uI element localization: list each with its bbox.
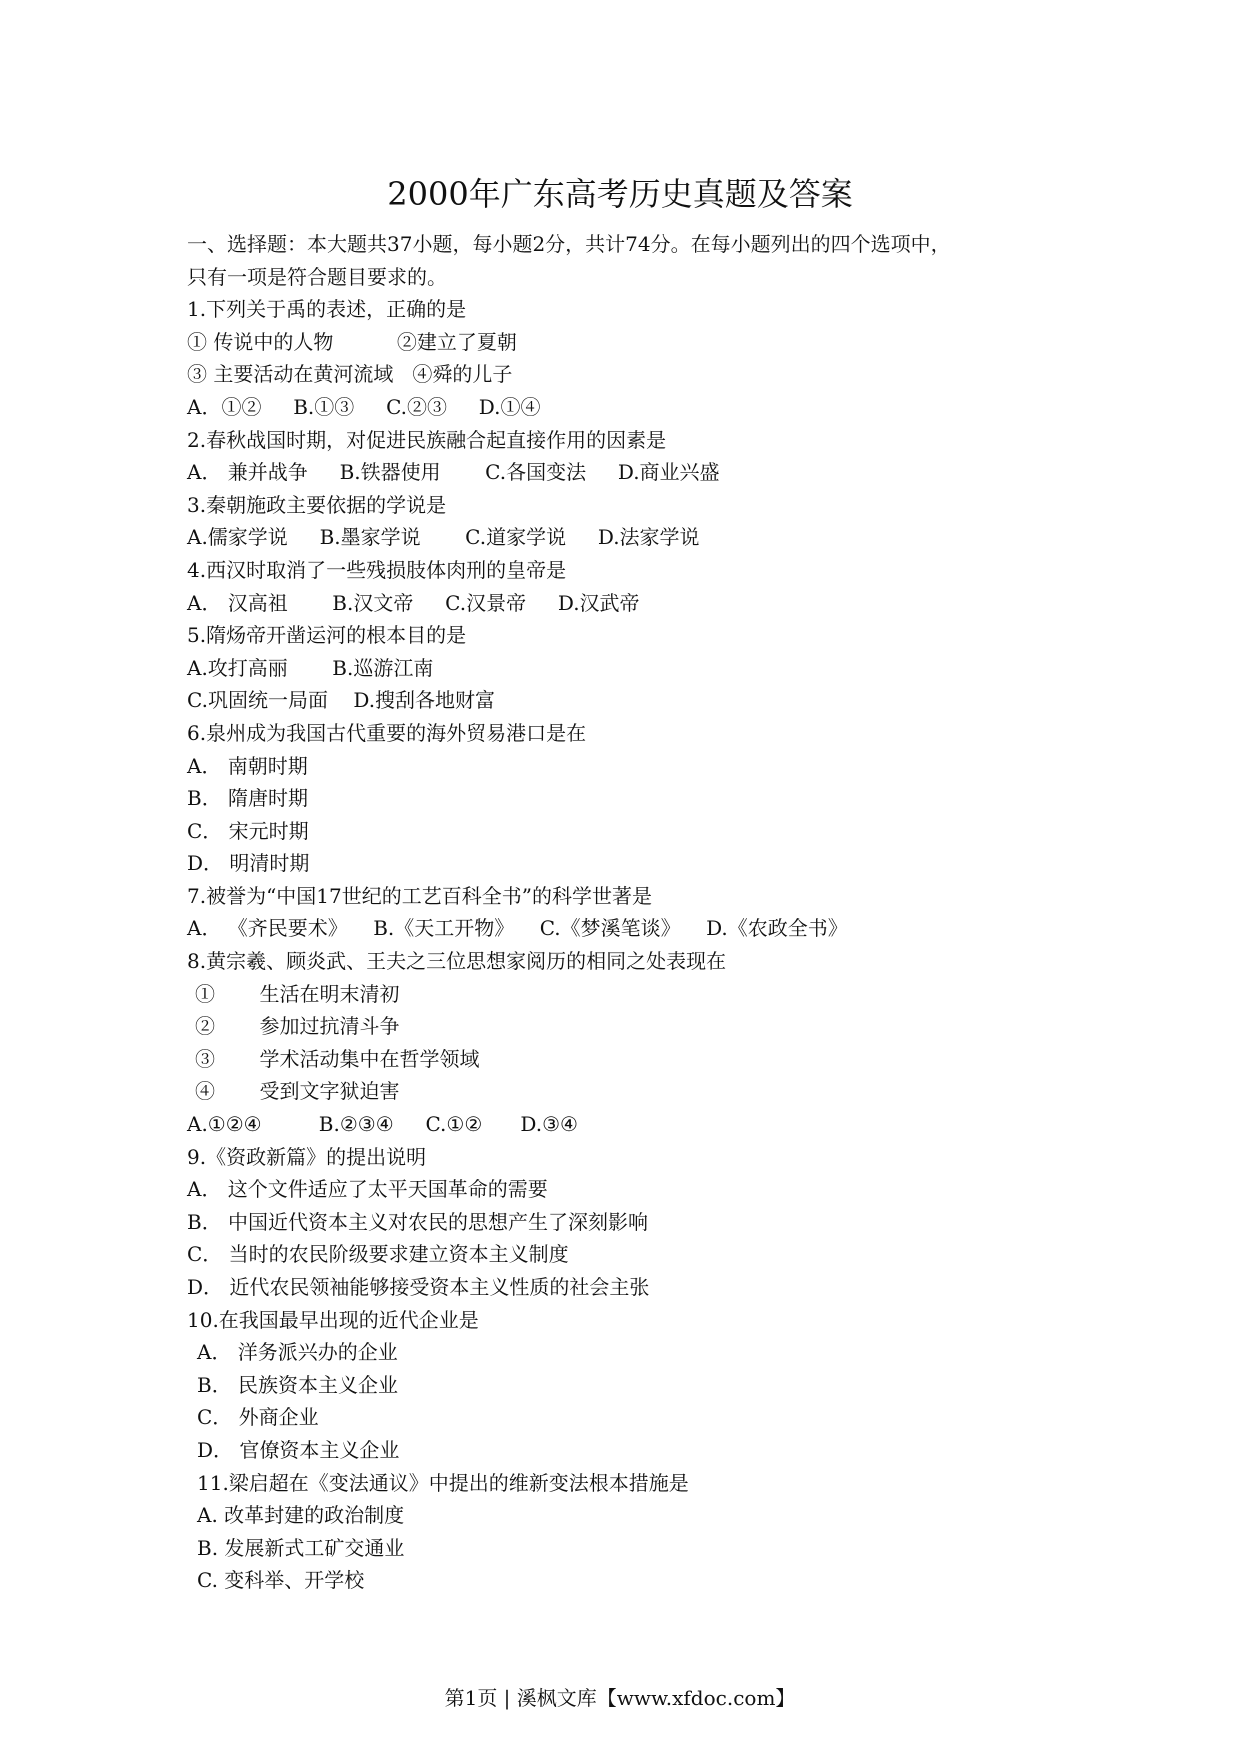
question-9: 9.《资政新篇》的提出说明 [187, 1144, 427, 1169]
question-10-option: A． 洋务派兴办的企业 [197, 1340, 398, 1365]
question-11-option: A. 改革封建的政治制度 [197, 1503, 405, 1528]
question-5: 5.隋炀帝开凿运河的根本目的是 [187, 623, 467, 648]
question-10: 10.在我国最早出现的近代企业是 [187, 1307, 479, 1332]
question-8-item: ③ 学术活动集中在哲学领域 [195, 1046, 480, 1071]
question-8-item: ④ 受到文字狱迫害 [195, 1079, 400, 1104]
question-1-item: ① 传说中的人物 ②建立了夏朝 [187, 329, 517, 354]
question-10-option: C． 外商企业 [197, 1405, 319, 1430]
text-line: 只有一项是符合题目要求的。 [187, 264, 447, 289]
question-2-options: A． 兼并战争 B.铁器使用 C.各国变法 D.商业兴盛 [187, 460, 720, 485]
page-footer: 第1页 | 溪枫文库【www.xfdoc.com】 [444, 1686, 796, 1710]
question-8: 8.黄宗羲、顾炎武、王夫之三位思想家阅历的相同之处表现在 [187, 949, 727, 974]
question-1: 1.下列关于禹的表述，正确的是 [187, 297, 467, 322]
question-3: 3.秦朝施政主要依据的学说是 [187, 492, 447, 517]
question-1-options: A．①② B.①③ C.②③ D.①④ [187, 394, 541, 419]
question-3-options: A.儒家学说 B.墨家学说 C.道家学说 D.法家学说 [187, 525, 700, 550]
question-7-options: A． 《齐民要术》 B.《天工开物》 C.《梦溪笔谈》 D.《农政全书》 [187, 916, 848, 941]
question-6: 6.泉州成为我国古代重要的海外贸易港口是在 [187, 720, 587, 745]
question-5-options: A.攻打高丽 B.巡游江南 [187, 655, 434, 680]
question-11: 11.梁启超在《变法通议》中提出的维新变法根本措施是 [197, 1470, 689, 1495]
question-5-options: C.巩固统一局面 D.搜刮各地财富 [187, 688, 496, 713]
question-6-option: A． 南朝时期 [187, 753, 308, 778]
question-9-option: C． 当时的农民阶级要求建立资本主义制度 [187, 1242, 569, 1267]
question-10-option: D． 官僚资本主义企业 [197, 1437, 400, 1462]
question-6-option: D． 明清时期 [187, 851, 310, 876]
question-10-option: B． 民族资本主义企业 [197, 1372, 399, 1397]
question-1-item: ③ 主要活动在黄河流域 ④舜的儿子 [187, 362, 513, 387]
question-11-option: C. 变科举、开学校 [197, 1568, 365, 1593]
question-9-option: B． 中国近代资本主义对农民的思想产生了深刻影响 [187, 1209, 649, 1234]
question-9-option: D． 近代农民领袖能够接受资本主义性质的社会主张 [187, 1275, 650, 1299]
question-11-option: B. 发展新式工矿交通业 [197, 1535, 405, 1560]
question-8-item: ① 生活在明末清初 [195, 981, 400, 1006]
text-line: 一、选择题：本大题共37小题，每小题2分，共计74分。在每小题列出的四个选项中， [187, 232, 951, 256]
question-2: 2.春秋战国时期，对促进民族融合起直接作用的因素是 [187, 427, 667, 452]
question-8-item: ② 参加过抗清斗争 [195, 1014, 400, 1039]
document-body [187, 228, 1067, 1597]
question-6-option: B． 隋唐时期 [187, 786, 309, 811]
document-title: 2000年广东高考历史真题及答案 [387, 175, 853, 213]
question-4: 4.西汉时取消了一些残损肢体肉刑的皇帝是 [187, 557, 567, 582]
question-8-options: A.①②④ B.②③④ C.①② D.③④ [187, 1112, 578, 1137]
question-7: 7.被誉为“中国17世纪的工艺百科全书”的科学世著是 [187, 883, 652, 908]
question-6-option: C． 宋元时期 [187, 818, 309, 843]
question-4-options: A． 汉高祖 B.汉文帝 C.汉景帝 D.汉武帝 [187, 590, 640, 615]
question-9-option: A． 这个文件适应了太平天国革命的需要 [187, 1177, 548, 1202]
